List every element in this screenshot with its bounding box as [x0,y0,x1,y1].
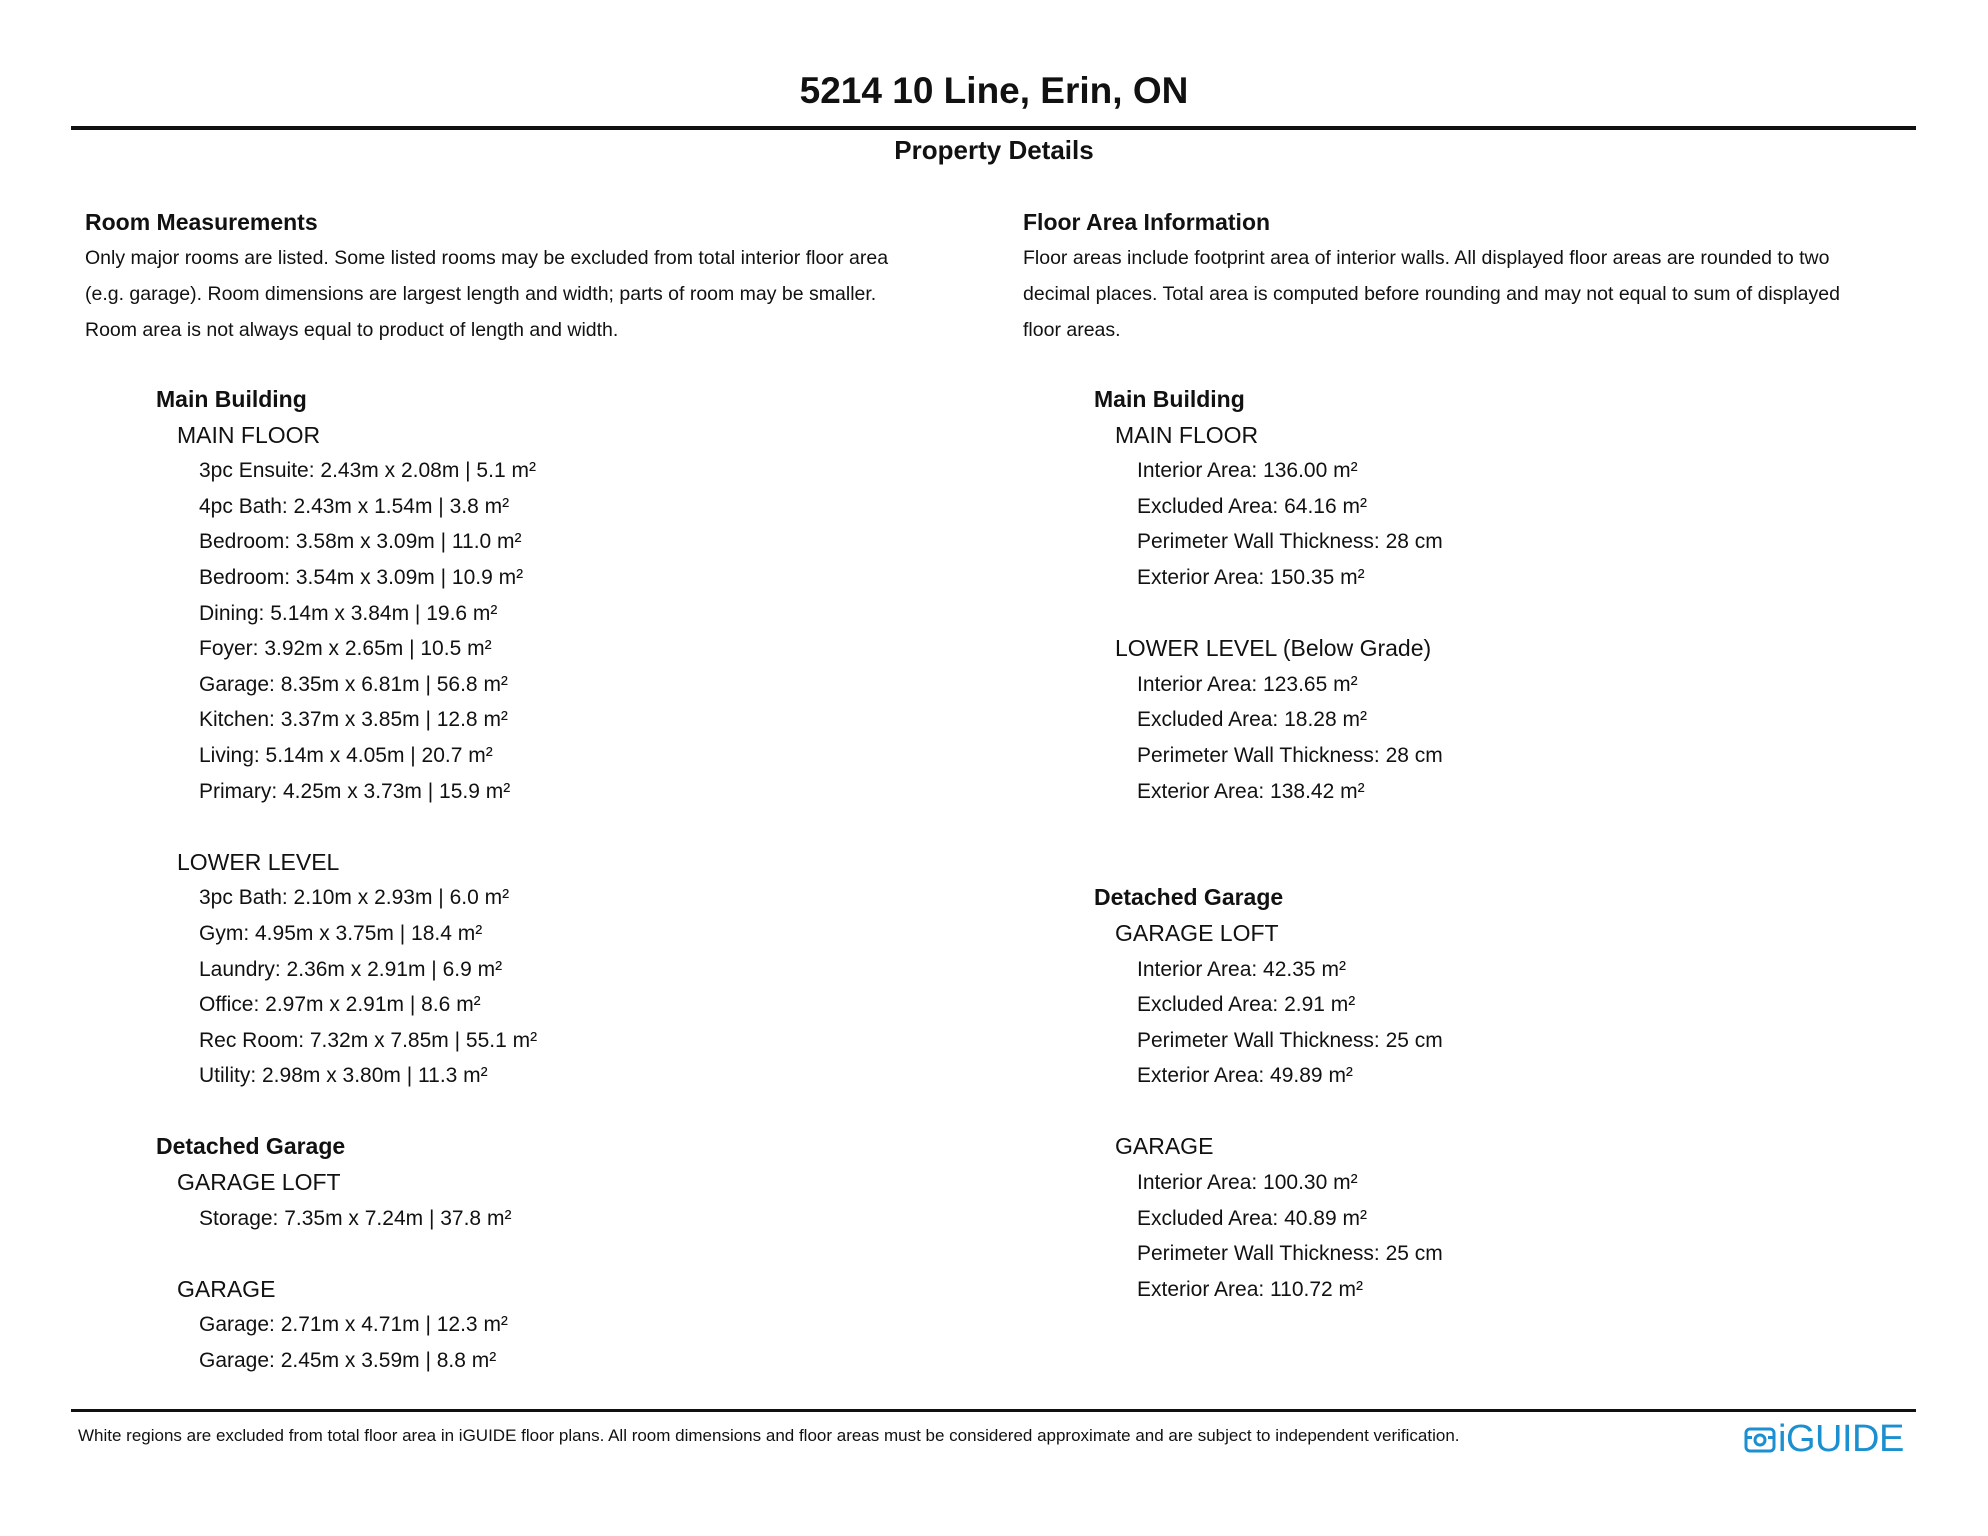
floor-name: MAIN FLOOR [1115,421,1259,448]
building-detached-garage [156,1129,985,1378]
room-measurements-heading: Room Measurements [85,209,318,235]
area-item: Excluded Area: 18.28 m² [1137,708,1367,732]
room-item: Dining: 5.14m x 3.84m | 19.6 m² [199,601,498,625]
area-item: Exterior Area: 110.72 m² [1137,1277,1364,1301]
area-item: Exterior Area: 138.42 m² [1137,779,1365,803]
footer-disclaimer: White regions are excluded from total floor area in iGUIDE floor plans. All room dimensions and floor areas must be considered approximate and are subject to independent verification. [78,1426,1460,1445]
page-title: 5214 10 Line, Erin, ON [799,70,1189,111]
floor-name: LOWER LEVEL (Below Grade) [1115,635,1432,662]
room-item: Living: 5.14m x 4.05m | 20.7 m² [199,743,493,767]
area-item: Interior Area: 136.00 m² [1137,459,1358,483]
room-item: Gym: 4.95m x 3.75m | 18.4 m² [199,921,483,945]
room-measurements-intro [85,240,985,348]
room-item: Laundry: 2.36m x 2.91m | 6.9 m² [199,957,503,981]
intro-line: Only major rooms are listed. Some listed rooms may be excluded from total interior floor area [85,247,889,269]
room-item: Utility: 2.98m x 3.80m | 11.3 m² [199,1064,488,1088]
area-item: Excluded Area: 2.91 m² [1137,993,1356,1017]
building-name: Detached Garage [1094,884,1284,911]
iguide-camera-icon [1744,1423,1776,1455]
intro-line: (e.g. garage). Room dimensions are largest length and width; parts of room may be smaller. [85,283,877,305]
building-main [1094,382,1953,880]
area-item: Exterior Area: 49.89 m² [1137,1064,1353,1088]
iguide-logo-text: iGUIDE [1778,1418,1904,1460]
room-item: Foyer: 3.92m x 2.65m | 10.5 m² [199,637,492,661]
intro-line: Floor areas include footprint area of interior walls. All displayed floor areas are rounded to two [1023,247,1830,269]
area-item: Excluded Area: 64.16 m² [1137,494,1367,518]
intro-line: floor areas. [1023,319,1121,341]
footer-divider [71,1409,1916,1412]
room-item: Kitchen: 3.37m x 3.85m | 12.8 m² [199,708,508,732]
intro-line: decimal places. Total area is computed before rounding and may not equal to sum of displayed [1023,283,1840,305]
floor-area-section [1023,204,1953,1307]
floor-name: LOWER LEVEL [177,848,340,875]
intro-line: Room area is not always equal to product of length and width. [85,319,619,341]
building-name: Main Building [156,386,307,412]
area-item: Perimeter Wall Thickness: 28 cm [1137,743,1443,767]
building-name: Main Building [1094,386,1245,412]
area-item: Perimeter Wall Thickness: 25 cm [1137,1028,1443,1052]
room-item: Garage: 2.71m x 4.71m | 12.3 m² [199,1313,508,1337]
area-item: Interior Area: 100.30 m² [1137,1171,1358,1195]
floor-name: GARAGE LOFT [177,1169,341,1196]
room-item: Rec Room: 7.32m x 7.85m | 55.1 m² [199,1028,538,1052]
area-item: Perimeter Wall Thickness: 28 cm [1137,530,1443,554]
room-item: 4pc Bath: 2.43m x 1.54m | 3.8 m² [199,494,510,518]
room-item: Storage: 7.35m x 7.24m | 37.8 m² [199,1206,512,1230]
area-item: Interior Area: 123.65 m² [1137,672,1358,696]
floor-name: GARAGE [177,1275,276,1302]
area-item: Perimeter Wall Thickness: 25 cm [1137,1242,1443,1266]
room-measurements-section [85,204,985,1379]
building-main [156,382,985,1129]
area-item: Excluded Area: 40.89 m² [1137,1206,1367,1230]
room-item: Bedroom: 3.54m x 3.09m | 10.9 m² [199,565,524,589]
floor-area-heading: Floor Area Information [1023,209,1271,235]
room-item: 3pc Ensuite: 2.43m x 2.08m | 5.1 m² [199,459,536,483]
floor-area-intro [1023,240,1953,348]
building-detached-garage [1094,880,1953,1307]
floor-name: MAIN FLOOR [177,421,321,448]
area-item: Exterior Area: 150.35 m² [1137,565,1365,589]
building-name: Detached Garage [156,1133,346,1160]
room-item: Office: 2.97m x 2.91m | 8.6 m² [199,993,481,1017]
floor-name: GARAGE LOFT [1115,919,1279,946]
room-item: Garage: 2.45m x 3.59m | 8.8 m² [199,1349,497,1373]
page-subtitle: Property Details [894,135,1094,165]
room-item: Primary: 4.25m x 3.73m | 15.9 m² [199,779,511,803]
room-item: 3pc Bath: 2.10m x 2.93m | 6.0 m² [199,886,510,910]
room-item: Garage: 8.35m x 6.81m | 56.8 m² [199,672,508,696]
area-item: Interior Area: 42.35 m² [1137,957,1346,981]
floor-name: GARAGE [1115,1133,1214,1160]
header-divider [71,126,1916,130]
iguide-logo [1744,1416,1904,1462]
room-item: Bedroom: 3.58m x 3.09m | 11.0 m² [199,530,522,554]
